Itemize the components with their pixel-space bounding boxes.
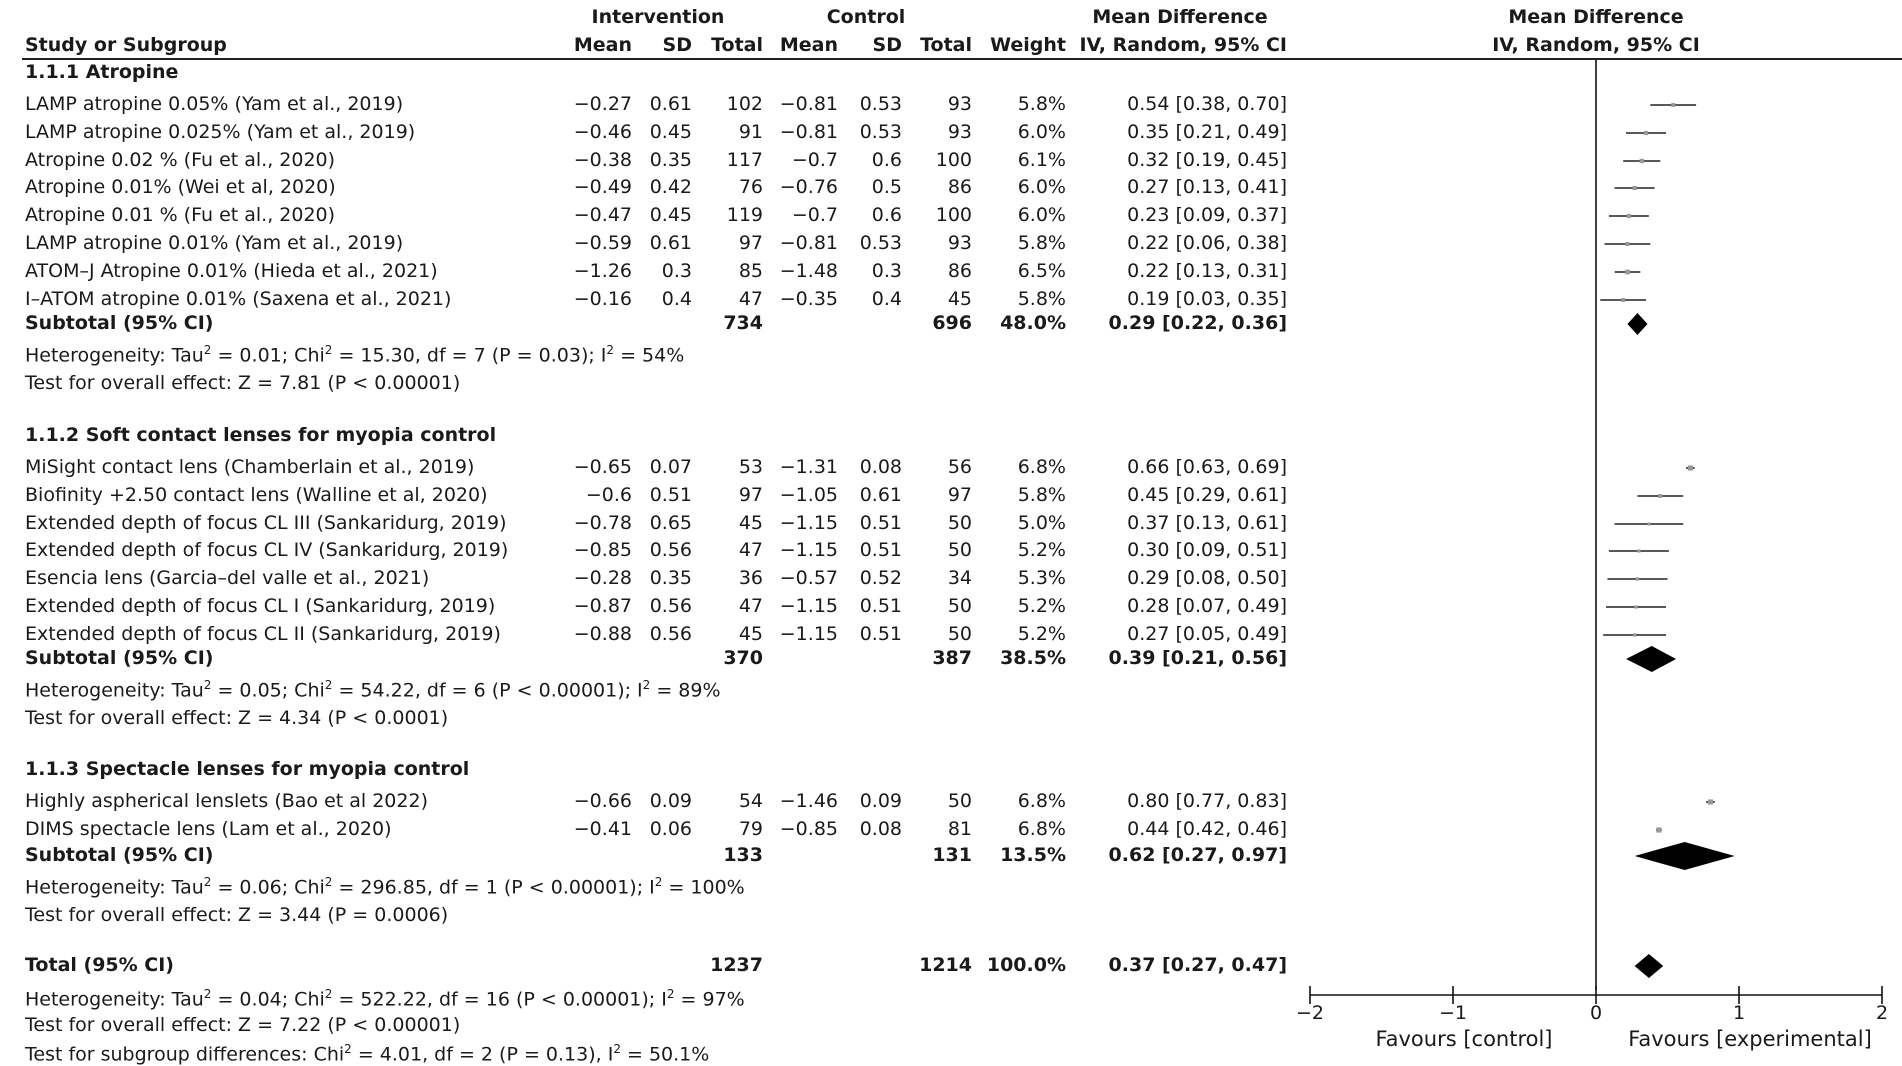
control-mean: −0.85 bbox=[779, 818, 838, 840]
control-sd: 0.4 bbox=[871, 288, 902, 310]
intervention-mean: −0.66 bbox=[573, 790, 632, 812]
control-sd: 0.51 bbox=[859, 512, 902, 534]
intervention-mean: −0.78 bbox=[573, 512, 632, 534]
intervention-sd: 0.61 bbox=[649, 232, 692, 254]
study-name: Extended depth of focus CL III (Sankaridurg, 2019) bbox=[25, 512, 507, 534]
header-control: Control bbox=[826, 6, 906, 28]
control-sd: 0.53 bbox=[859, 121, 902, 143]
study-weight: 6.8% bbox=[1017, 790, 1066, 812]
favours-control-label: Favours [control] bbox=[1375, 1027, 1553, 1051]
intervention-sd: 0.42 bbox=[649, 176, 692, 198]
intervention-mean: −0.27 bbox=[573, 93, 632, 115]
study-weight: 6.0% bbox=[1017, 204, 1066, 226]
intervention-total: 97 bbox=[738, 484, 763, 506]
total-label: Total (95% CI) bbox=[25, 954, 174, 976]
intervention-total: 53 bbox=[738, 456, 763, 478]
study-weight: 6.0% bbox=[1017, 121, 1066, 143]
study-point bbox=[1658, 494, 1662, 498]
study-weight: 5.3% bbox=[1017, 567, 1066, 589]
control-total: 45 bbox=[947, 288, 972, 310]
study-name: Atropine 0.02 % (Fu et al., 2020) bbox=[25, 149, 336, 171]
intervention-total: 36 bbox=[738, 567, 763, 589]
control-total: 86 bbox=[947, 260, 972, 282]
control-sd: 0.61 bbox=[859, 484, 902, 506]
control-mean: −1.15 bbox=[779, 539, 838, 561]
control-total: 50 bbox=[947, 512, 972, 534]
control-mean: −0.76 bbox=[779, 176, 838, 198]
study-name: Extended depth of focus CL II (Sankaridurg, 2019) bbox=[25, 623, 501, 645]
control-total: 93 bbox=[947, 121, 972, 143]
study-point bbox=[1647, 523, 1650, 526]
study-ci: 0.44 [0.42, 0.46] bbox=[1127, 818, 1287, 840]
control-sd: 0.51 bbox=[859, 539, 902, 561]
pooled-diamond bbox=[1627, 313, 1647, 335]
control-mean: −1.15 bbox=[779, 623, 838, 645]
x-tick-label: 1 bbox=[1732, 1002, 1746, 1024]
intervention-total: 85 bbox=[738, 260, 763, 282]
subtotal-label: Subtotal (95% CI) bbox=[25, 647, 214, 669]
control-sd: 0.53 bbox=[859, 93, 902, 115]
intervention-sd: 0.07 bbox=[649, 456, 692, 478]
intervention-total: 47 bbox=[738, 595, 763, 617]
study-ci: 0.66 [0.63, 0.69] bbox=[1127, 456, 1287, 478]
study-weight: 5.8% bbox=[1017, 232, 1066, 254]
header-weight: Weight bbox=[990, 34, 1066, 56]
study-name: Esencia lens (Garcia–del valle et al., 2021) bbox=[25, 567, 430, 589]
study-point bbox=[1656, 827, 1661, 832]
heterogeneity-text: Heterogeneity: Tau$^2$ = 0.05; Chi$^2$ = 54.22, df = 6 (P < 0.00001); $I^2 = 89\%$ bbox=[25, 678, 721, 702]
study-weight: 6.1% bbox=[1017, 149, 1066, 171]
intervention-total: 102 bbox=[726, 93, 763, 115]
study-weight: 6.5% bbox=[1017, 260, 1066, 282]
study-weight: 5.0% bbox=[1017, 512, 1066, 534]
total-control-total: 1214 bbox=[919, 954, 972, 976]
study-name: LAMP atropine 0.05% (Yam et al., 2019) bbox=[25, 93, 404, 115]
control-mean: −0.81 bbox=[779, 232, 838, 254]
control-sd: 0.53 bbox=[859, 232, 902, 254]
subtotal-weight: 48.0% bbox=[1000, 312, 1066, 334]
control-sd: 0.08 bbox=[859, 818, 902, 840]
intervention-sd: 0.45 bbox=[649, 204, 692, 226]
control-total: 81 bbox=[947, 818, 972, 840]
control-total: 50 bbox=[947, 790, 972, 812]
subtotal-control-total: 696 bbox=[932, 312, 972, 334]
total-weight: 100.0% bbox=[986, 954, 1066, 976]
intervention-total: 91 bbox=[738, 121, 763, 143]
study-name: LAMP atropine 0.01% (Yam et al., 2019) bbox=[25, 232, 404, 254]
intervention-sd: 0.35 bbox=[649, 149, 692, 171]
study-ci: 0.19 [0.03, 0.35] bbox=[1127, 288, 1287, 310]
study-ci: 0.22 [0.06, 0.38] bbox=[1127, 232, 1287, 254]
subtotal-weight: 13.5% bbox=[1000, 844, 1066, 866]
study-weight: 6.8% bbox=[1017, 456, 1066, 478]
control-mean: −1.05 bbox=[779, 484, 838, 506]
intervention-sd: 0.56 bbox=[649, 623, 692, 645]
header-study: Study or Subgroup bbox=[25, 34, 227, 56]
control-total: 93 bbox=[947, 232, 972, 254]
intervention-total: 76 bbox=[738, 176, 763, 198]
intervention-sd: 0.4 bbox=[661, 288, 692, 310]
study-weight: 5.8% bbox=[1017, 484, 1066, 506]
group-title: 1.1.2 Soft contact lenses for myopia control bbox=[25, 424, 497, 446]
study-point bbox=[1633, 186, 1637, 190]
intervention-sd: 0.65 bbox=[649, 512, 692, 534]
study-weight: 6.0% bbox=[1017, 176, 1066, 198]
control-mean: −1.48 bbox=[779, 260, 838, 282]
header-intervention: Intervention bbox=[591, 6, 725, 28]
intervention-sd: 0.35 bbox=[649, 567, 692, 589]
study-point bbox=[1625, 242, 1629, 246]
study-name: Extended depth of focus CL IV (Sankaridurg, 2019) bbox=[25, 539, 509, 561]
control-mean: −0.35 bbox=[779, 288, 838, 310]
study-name: Atropine 0.01 % (Fu et al., 2020) bbox=[25, 204, 336, 226]
intervention-sd: 0.3 bbox=[661, 260, 692, 282]
header-ci-table: IV, Random, 95% CI bbox=[1079, 34, 1287, 56]
intervention-mean: −0.41 bbox=[573, 818, 632, 840]
control-total: 50 bbox=[947, 595, 972, 617]
subtotal-control-total: 387 bbox=[932, 647, 972, 669]
intervention-sd: 0.45 bbox=[649, 121, 692, 143]
study-ci: 0.27 [0.05, 0.49] bbox=[1127, 623, 1287, 645]
header-md-plot: Mean Difference bbox=[1508, 6, 1684, 28]
intervention-mean: −0.6 bbox=[585, 484, 632, 506]
total-heterogeneity-text: Heterogeneity: Tau$^2$ = 0.04; Chi$^2$ = 522.22, df = 16 (P < 0.00001); $I^2 = 97\%$ bbox=[25, 987, 745, 1011]
control-total: 93 bbox=[947, 93, 972, 115]
overall-effect-text: Test for overall effect: Z = 3.44 (P = 0.0006) bbox=[25, 904, 449, 926]
study-ci: 0.45 [0.29, 0.61] bbox=[1127, 484, 1287, 506]
intervention-total: 47 bbox=[738, 288, 763, 310]
control-total: 100 bbox=[935, 204, 972, 226]
intervention-sd: 0.06 bbox=[649, 818, 692, 840]
header-mean2: Mean bbox=[779, 34, 838, 56]
study-weight: 5.8% bbox=[1017, 288, 1066, 310]
control-sd: 0.6 bbox=[871, 204, 902, 226]
header-md-table: Mean Difference bbox=[1092, 6, 1268, 28]
intervention-mean: −0.65 bbox=[573, 456, 632, 478]
study-name: Biofinity +2.50 contact lens (Walline et al, 2020) bbox=[25, 484, 488, 506]
intervention-mean: −0.87 bbox=[573, 595, 632, 617]
control-total: 34 bbox=[947, 567, 972, 589]
header-total: Total bbox=[711, 34, 763, 56]
intervention-total: 45 bbox=[738, 623, 763, 645]
study-point bbox=[1625, 270, 1630, 275]
x-tick-label: 2 bbox=[1875, 1002, 1889, 1024]
study-ci: 0.27 [0.13, 0.41] bbox=[1127, 176, 1287, 198]
overall-effect-text: Test for overall effect: Z = 4.34 (P < 0.0001) bbox=[25, 707, 449, 729]
control-mean: −0.81 bbox=[779, 121, 838, 143]
control-mean: −0.81 bbox=[779, 93, 838, 115]
study-ci: 0.28 [0.07, 0.49] bbox=[1127, 595, 1287, 617]
control-mean: −1.15 bbox=[779, 595, 838, 617]
study-name: Atropine 0.01% (Wei et al, 2020) bbox=[25, 176, 336, 198]
study-weight: 6.8% bbox=[1017, 818, 1066, 840]
total-ci: 0.37 [0.27, 0.47] bbox=[1108, 954, 1287, 976]
subtotal-control-total: 131 bbox=[932, 844, 972, 866]
study-point bbox=[1688, 465, 1693, 470]
study-point bbox=[1636, 577, 1639, 580]
control-mean: −1.15 bbox=[779, 512, 838, 534]
intervention-mean: −0.59 bbox=[573, 232, 632, 254]
study-point bbox=[1621, 298, 1625, 302]
subtotal-ci: 0.62 [0.27, 0.97] bbox=[1108, 844, 1287, 866]
study-point bbox=[1627, 214, 1631, 218]
total-intervention-total: 1237 bbox=[710, 954, 763, 976]
header-total2: Total bbox=[920, 34, 972, 56]
control-total: 100 bbox=[935, 149, 972, 171]
control-sd: 0.51 bbox=[859, 595, 902, 617]
intervention-total: 79 bbox=[738, 818, 763, 840]
intervention-total: 54 bbox=[738, 790, 763, 812]
study-name: MiSight contact lens (Chamberlain et al., 2019) bbox=[25, 456, 475, 478]
study-point bbox=[1633, 633, 1636, 636]
control-total: 50 bbox=[947, 539, 972, 561]
favours-experimental-label: Favours [experimental] bbox=[1628, 1027, 1872, 1051]
total-effect-text: Test for overall effect: Z = 7.22 (P < 0.00001) bbox=[25, 1014, 461, 1036]
header-mean: Mean bbox=[573, 34, 632, 56]
intervention-total: 117 bbox=[726, 149, 763, 171]
study-point bbox=[1640, 159, 1644, 163]
study-ci: 0.80 [0.77, 0.83] bbox=[1127, 790, 1287, 812]
subgroup-differences-text: Test for subgroup differences: Chi$^2$ = 4.01, df = 2 (P = 0.13), $I^2 = 50.1\%$ bbox=[25, 1042, 710, 1066]
subtotal-intervention-total: 370 bbox=[723, 647, 763, 669]
intervention-sd: 0.56 bbox=[649, 595, 692, 617]
control-sd: 0.6 bbox=[871, 149, 902, 171]
intervention-mean: −0.38 bbox=[573, 149, 632, 171]
intervention-total: 119 bbox=[726, 204, 763, 226]
control-mean: −0.7 bbox=[791, 149, 838, 171]
intervention-sd: 0.61 bbox=[649, 93, 692, 115]
header-ci-plot: IV, Random, 95% CI bbox=[1492, 34, 1700, 56]
study-weight: 5.8% bbox=[1017, 93, 1066, 115]
intervention-mean: −0.28 bbox=[573, 567, 632, 589]
pooled-diamond bbox=[1635, 954, 1664, 978]
x-tick-label: −2 bbox=[1295, 1002, 1325, 1024]
intervention-sd: 0.56 bbox=[649, 539, 692, 561]
subtotal-intervention-total: 133 bbox=[723, 844, 763, 866]
study-point bbox=[1644, 131, 1648, 135]
header-sd2: SD bbox=[872, 34, 902, 56]
x-tick-label: −1 bbox=[1438, 1002, 1468, 1024]
intervention-total: 45 bbox=[738, 512, 763, 534]
subtotal-ci: 0.39 [0.21, 0.56] bbox=[1108, 647, 1287, 669]
study-name: ATOM–J Atropine 0.01% (Hieda et al., 2021) bbox=[25, 260, 438, 282]
study-ci: 0.37 [0.13, 0.61] bbox=[1127, 512, 1287, 534]
intervention-mean: −0.46 bbox=[573, 121, 632, 143]
control-mean: −0.57 bbox=[779, 567, 838, 589]
study-ci: 0.30 [0.09, 0.51] bbox=[1127, 539, 1287, 561]
intervention-sd: 0.09 bbox=[649, 790, 692, 812]
control-sd: 0.09 bbox=[859, 790, 902, 812]
group-title: 1.1.3 Spectacle lenses for myopia control bbox=[25, 758, 470, 780]
heterogeneity-text: Heterogeneity: Tau$^2$ = 0.01; Chi$^2$ = 15.30, df = 7 (P = 0.03); $I^2 = 54\%$ bbox=[25, 343, 685, 367]
intervention-mean: −0.85 bbox=[573, 539, 632, 561]
subtotal-label: Subtotal (95% CI) bbox=[25, 312, 214, 334]
control-sd: 0.52 bbox=[859, 567, 902, 589]
intervention-total: 47 bbox=[738, 539, 763, 561]
control-mean: −1.46 bbox=[779, 790, 838, 812]
intervention-mean: −0.47 bbox=[573, 204, 632, 226]
study-ci: 0.35 [0.21, 0.49] bbox=[1127, 121, 1287, 143]
intervention-mean: −0.88 bbox=[573, 623, 632, 645]
control-sd: 0.08 bbox=[859, 456, 902, 478]
x-tick-label: 0 bbox=[1589, 1002, 1603, 1024]
intervention-mean: −1.26 bbox=[573, 260, 632, 282]
subtotal-intervention-total: 734 bbox=[723, 312, 763, 334]
control-mean: −1.31 bbox=[779, 456, 838, 478]
study-name: DIMS spectacle lens (Lam et al., 2020) bbox=[25, 818, 392, 840]
control-total: 97 bbox=[947, 484, 972, 506]
intervention-mean: −0.49 bbox=[573, 176, 632, 198]
study-ci: 0.29 [0.08, 0.50] bbox=[1127, 567, 1287, 589]
intervention-total: 97 bbox=[738, 232, 763, 254]
study-point bbox=[1634, 605, 1637, 608]
control-mean: −0.7 bbox=[791, 204, 838, 226]
study-name: LAMP atropine 0.025% (Yam et al., 2019) bbox=[25, 121, 416, 143]
study-point bbox=[1708, 799, 1713, 804]
intervention-sd: 0.51 bbox=[649, 484, 692, 506]
group-title: 1.1.1 Atropine bbox=[25, 61, 179, 83]
control-total: 86 bbox=[947, 176, 972, 198]
pooled-diamond bbox=[1626, 646, 1676, 672]
control-total: 50 bbox=[947, 623, 972, 645]
study-ci: 0.32 [0.19, 0.45] bbox=[1127, 149, 1287, 171]
study-name: Extended depth of focus CL I (Sankaridurg, 2019) bbox=[25, 595, 496, 617]
study-ci: 0.54 [0.38, 0.70] bbox=[1127, 93, 1287, 115]
study-weight: 5.2% bbox=[1017, 623, 1066, 645]
study-ci: 0.22 [0.13, 0.31] bbox=[1127, 260, 1287, 282]
study-point bbox=[1671, 103, 1675, 107]
header-sd: SD bbox=[662, 34, 692, 56]
control-sd: 0.3 bbox=[871, 260, 902, 282]
heterogeneity-text: Heterogeneity: Tau$^2$ = 0.06; Chi$^2$ = 296.85, df = 1 (P < 0.00001); $I^2 = 100\%$ bbox=[25, 875, 745, 899]
study-weight: 5.2% bbox=[1017, 539, 1066, 561]
control-sd: 0.51 bbox=[859, 623, 902, 645]
study-name: I–ATOM atropine 0.01% (Saxena et al., 2021) bbox=[25, 288, 452, 310]
overall-effect-text: Test for overall effect: Z = 7.81 (P < 0.00001) bbox=[25, 372, 461, 394]
subtotal-ci: 0.29 [0.22, 0.36] bbox=[1108, 312, 1287, 334]
subtotal-label: Subtotal (95% CI) bbox=[25, 844, 214, 866]
control-total: 56 bbox=[947, 456, 972, 478]
subtotal-weight: 38.5% bbox=[1000, 647, 1066, 669]
pooled-diamond bbox=[1635, 842, 1735, 870]
intervention-mean: −0.16 bbox=[573, 288, 632, 310]
study-weight: 5.2% bbox=[1017, 595, 1066, 617]
study-point bbox=[1637, 549, 1640, 552]
study-ci: 0.23 [0.09, 0.37] bbox=[1127, 204, 1287, 226]
study-name: Highly aspherical lenslets (Bao et al 2022) bbox=[25, 790, 428, 812]
control-sd: 0.5 bbox=[871, 176, 902, 198]
